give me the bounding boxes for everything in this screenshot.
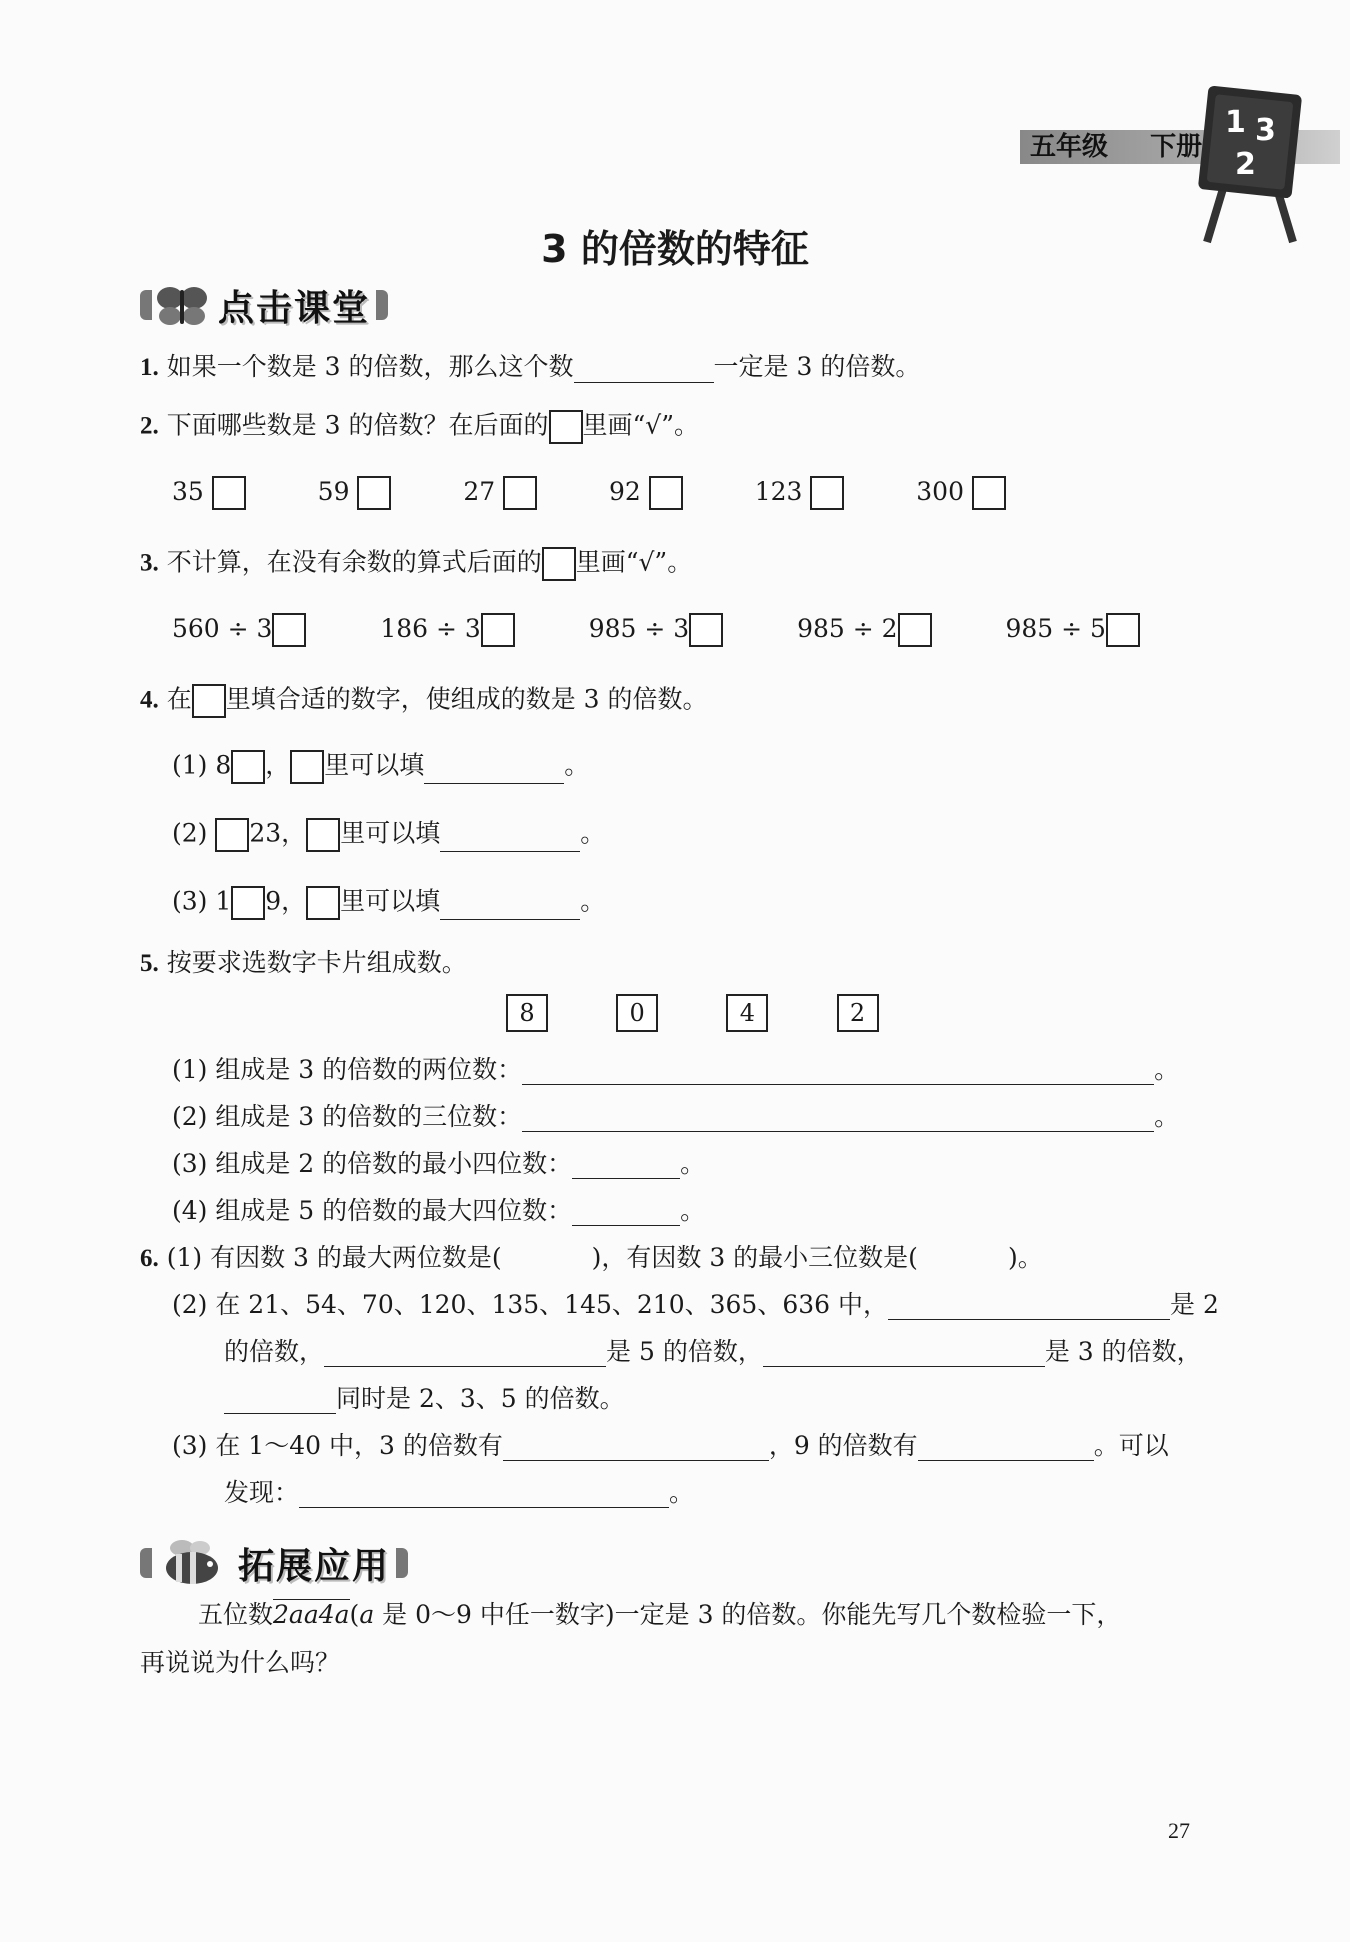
question-4-part-1: (1) 8 ， 里可以填 。 <box>172 750 589 784</box>
q3-item: 186 ÷ 3 <box>380 614 514 643</box>
question-6-part-3-line-1: (3) 在 1～40 中，3 的倍数有 ，9 的倍数有 。可以 <box>172 1431 1169 1460</box>
answer-blank[interactable] <box>324 1340 606 1367</box>
q2-item: 59 <box>318 477 392 506</box>
grade-text: 五年级 <box>1030 132 1109 162</box>
check-box[interactable] <box>898 613 932 647</box>
question-1: 1. 如果一个数是 3 的倍数，那么这个数 一定是 3 的倍数。 <box>140 352 921 381</box>
answer-blank[interactable] <box>918 1434 1094 1461</box>
check-box[interactable] <box>810 476 844 510</box>
question-5-part-1: (1) 组成是 3 的倍数的两位数： 。 <box>172 1055 1180 1084</box>
q2-item: 123 <box>755 477 845 506</box>
answer-blank[interactable] <box>522 1058 1154 1085</box>
question-3: 3. 不计算，在没有余数的算式后面的 里画“√”。 <box>140 547 692 581</box>
extension-question-line-1: 五位数2aa4a(a 是 0～9 中任一数字)一定是 3 的倍数。你能先写几个数检验一下， <box>198 1600 1122 1629</box>
question-6-part-3-line-2: 发现： 。 <box>224 1478 695 1507</box>
section-title-practice: 点击课堂 <box>218 287 371 329</box>
q2-number-list <box>172 476 1006 510</box>
question-5-part-4: (4) 组成是 5 的倍数的最大四位数： 。 <box>172 1196 706 1225</box>
overlined-number: 2aa4a <box>273 1600 350 1629</box>
page-number: 27 <box>1168 1818 1190 1843</box>
extension-question-line-2: 再说说为什么吗？ <box>140 1648 341 1677</box>
question-4: 4. 在 里填合适的数字，使组成的数是 3 的倍数。 <box>140 684 708 718</box>
answer-blank[interactable] <box>224 1387 336 1414</box>
q3-item: 985 ÷ 2 <box>797 614 931 643</box>
digit-cards <box>506 994 879 1032</box>
question-5: 5. 按要求选数字卡片组成数。 <box>140 948 467 977</box>
check-box[interactable] <box>1106 613 1140 647</box>
digit-box[interactable] <box>215 818 249 852</box>
digit-box[interactable] <box>231 886 265 920</box>
answer-blank[interactable] <box>424 757 564 784</box>
example-box <box>192 684 226 718</box>
q2-item: 35 <box>172 477 246 506</box>
volume-text: 下册 <box>1150 132 1203 162</box>
check-box[interactable] <box>481 613 515 647</box>
answer-blank[interactable] <box>440 893 580 920</box>
check-box[interactable] <box>272 613 306 647</box>
check-box[interactable] <box>972 476 1006 510</box>
question-6-part-2-line-2: 的倍数， 是 5 的倍数， 是 3 的倍数， <box>224 1337 1202 1366</box>
digit-card[interactable]: 0 <box>616 994 658 1032</box>
q3-item: 985 ÷ 5 <box>1006 614 1140 643</box>
grade-label <box>1030 130 1202 164</box>
page-title: 3 的倍数的特征 <box>541 227 809 271</box>
check-box[interactable] <box>689 613 723 647</box>
example-box <box>306 886 340 920</box>
q3-item: 985 ÷ 3 <box>589 614 723 643</box>
answer-blank[interactable] <box>763 1340 1045 1367</box>
answer-blank[interactable] <box>888 1293 1170 1320</box>
answer-blank[interactable] <box>522 1105 1154 1132</box>
example-box <box>549 410 583 444</box>
question-5-part-3: (3) 组成是 2 的倍数的最小四位数： 。 <box>172 1149 706 1178</box>
digit-card[interactable]: 2 <box>837 994 879 1032</box>
q3-item: 560 ÷ 3 <box>172 614 306 643</box>
digit-card[interactable]: 4 <box>726 994 768 1032</box>
section-header-extension <box>140 1538 408 1588</box>
question-6-part-2-line-1: (2) 在 21、54、70、120、135、145、210、365、636 中， 是 2 <box>172 1290 1219 1319</box>
question-4-part-2: (2) 23， 里可以填 。 <box>172 818 605 852</box>
butterfly-icon <box>152 280 212 330</box>
question-5-part-2: (2) 组成是 3 的倍数的三位数： 。 <box>172 1102 1180 1131</box>
example-box <box>542 547 576 581</box>
q2-item: 27 <box>463 477 537 506</box>
example-box <box>306 818 340 852</box>
answer-blank[interactable] <box>572 1152 680 1179</box>
digit-box[interactable] <box>231 750 265 784</box>
section-title-extension: 拓展应用 <box>238 1545 391 1587</box>
q2-item: 300 <box>916 477 1006 506</box>
question-2: 2. 下面哪些数是 3 的倍数？在后面的 里画“√”。 <box>140 410 699 444</box>
check-box[interactable] <box>212 476 246 510</box>
check-box[interactable] <box>357 476 391 510</box>
board-digit-3: 3 <box>1255 113 1276 148</box>
answer-blank[interactable] <box>572 1199 680 1226</box>
board-digit-2: 2 <box>1235 147 1256 182</box>
digit-card[interactable]: 8 <box>506 994 548 1032</box>
question-4-part-3: (3) 1 9， 里可以填 。 <box>172 886 605 920</box>
question-6-part-1: 6. (1) 有因数 3 的最大两位数是( )，有因数 3 的最小三位数是( )。 <box>140 1243 1043 1272</box>
answer-blank[interactable] <box>299 1481 669 1508</box>
board-digit-1: 1 <box>1225 105 1246 140</box>
bee-icon <box>152 1538 232 1588</box>
section-header-practice <box>140 280 388 330</box>
question-6-part-2-line-3: 同时是 2、3、5 的倍数。 <box>224 1384 625 1414</box>
q2-item: 92 <box>609 477 683 506</box>
example-box <box>290 750 324 784</box>
answer-blank[interactable] <box>503 1434 769 1461</box>
check-box[interactable] <box>649 476 683 510</box>
answer-blank[interactable] <box>440 825 580 852</box>
check-box[interactable] <box>503 476 537 510</box>
q3-expression-list <box>172 613 1140 647</box>
answer-blank[interactable] <box>574 356 714 383</box>
